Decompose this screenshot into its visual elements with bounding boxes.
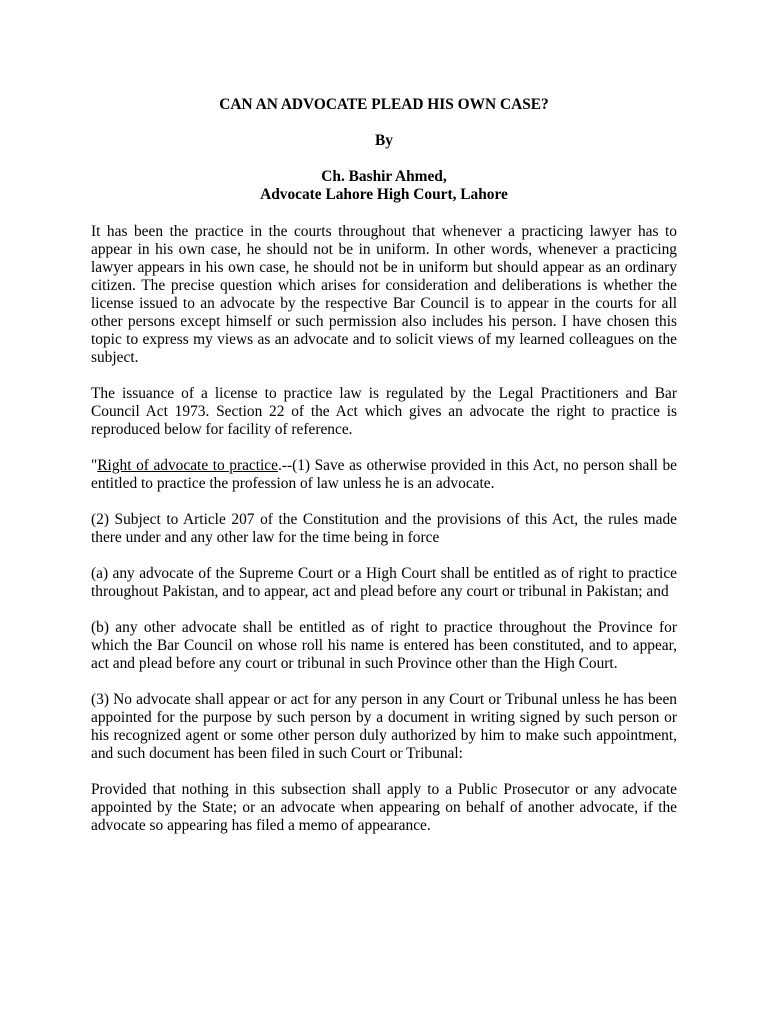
section-22-subsection-3: (3) No advocate shall appear or act for any person in any Court or Tribunal unless he has been appointed for the purpose by such person by a document in writing signed by such person or his recognized agent or some other person duly authorized by him to make such appointment, and such document has been filed in such Court or Tribunal: [91,691,677,762]
issuance-paragraph: The issuance of a license to practice law is regulated by the Legal Practitioners and Bar Council Act 1973. Section 22 of the Act which gives an advocate the right to practice is reproduced below for facility of reference. [91,385,677,438]
author-title: Advocate Lahore High Court, Lahore [260,186,508,203]
byline-label: By [375,132,393,149]
section-heading: Right of advocate to practice [97,457,278,474]
subsection-2-clause-b: (b) any other advocate shall be entitled as of right to practice throughout the Province for which the Bar Council on whose roll his name is entered has been constituted, and to appear, act and plead before any court or tribunal in such Province other than the High Court. [91,619,677,672]
subsection-3-proviso: Provided that nothing in this subsection shall apply to a Public Prosecutor or any advocate appointed by the State; or an advocate when appearing on behalf of another advocate, if the advocate so appearing has filed a memo of appearance. [91,781,677,834]
intro-paragraph: It has been the practice in the courts throughout that whenever a practicing lawyer has to appear in his own case, he should not be in uniform. In other words, whenever a practicing lawyer appears in his own case, he should not be in uniform but should appear as an ordinary citizen. The precise question which arises for consideration and deliberations is whether the license issued to an advocate by the respective Bar Council is to appear in the courts for all other persons except himself or such permission also includes his person. I have chosen this topic to express my views as an advocate and to solicit views of my learned colleagues on the subject. [91,223,677,366]
section-22-subsection-1 [91,457,677,493]
section-text: .--(1) Save as otherwise provided in this Act, no person shall be entitled to practice the profession of law unless he is an advocate. [91,457,678,492]
author-block [91,168,677,204]
subsection-2-clause-a: (a) any advocate of the Supreme Court or a High Court shall be entitled as of right to practice throughout Pakistan, and to appear, act and plead before any court or tribunal in Pakistan; and [91,565,677,600]
section-22-subsection-2: (2) Subject to Article 207 of the Constitution and the provisions of this Act, the rules made there under and any other law for the time being in force [91,511,677,546]
author-name: Ch. Bashir Ahmed, [321,168,447,185]
quote-mark: " [91,457,98,474]
document-title: CAN AN ADVOCATE PLEAD HIS OWN CASE? [219,96,549,113]
